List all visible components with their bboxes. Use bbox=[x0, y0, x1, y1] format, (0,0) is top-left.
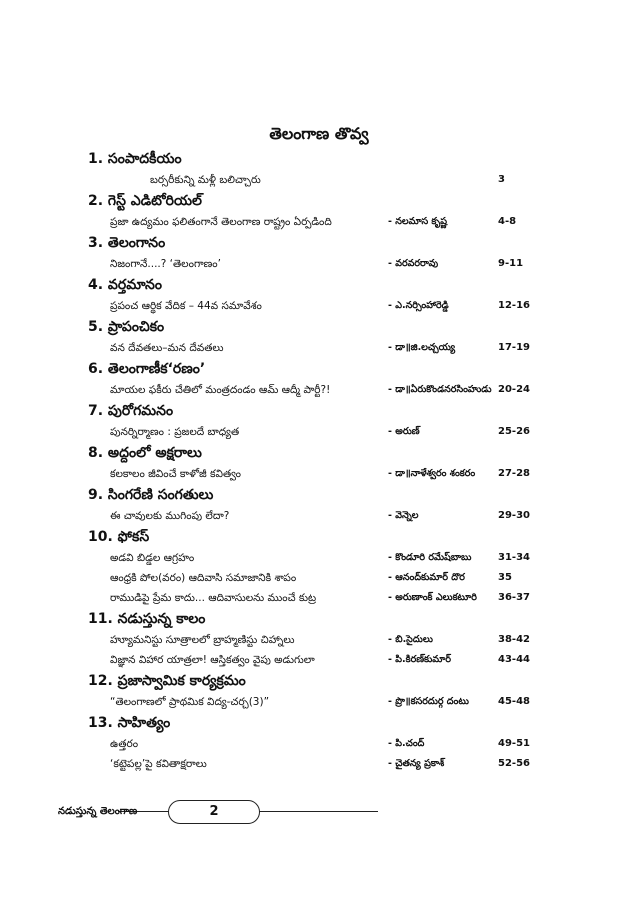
entry-author: - ఆనంద్‌కుమార్ దొర bbox=[388, 572, 465, 583]
toc-entry bbox=[88, 650, 548, 670]
entry-author: - నలమాస కృష్ణ bbox=[388, 216, 447, 227]
footer bbox=[58, 800, 378, 824]
entry-pages: 31-34 bbox=[498, 552, 530, 563]
entry-title: మాయల ఫకీరు చేతిలో మంత్రదండం ఆమ్ ఆద్మీ పార్టీ?! bbox=[110, 384, 331, 396]
toc-entry bbox=[88, 254, 548, 274]
entry-pages: 17-19 bbox=[498, 342, 530, 353]
entry-author: - ప్రొ॥కసరదుర్గ దంటు bbox=[388, 696, 469, 707]
entry-author: - ఎ.నర్సింహారెడ్డి bbox=[388, 300, 449, 311]
section-heading: 11. నడుస్తున్న కాలం bbox=[88, 611, 206, 627]
entry-title: బర్సరీకున్ని మళ్లీ బలిచ్చారు bbox=[150, 174, 261, 186]
entry-title: “తెలంగాణలో ప్రాథమిక విద్య-చర్చ(3)” bbox=[110, 696, 270, 708]
section-heading: 7. పురోగమనం bbox=[88, 403, 174, 419]
entry-author: - వరవరరావు bbox=[388, 258, 439, 269]
toc-entry bbox=[88, 506, 548, 526]
entry-author: - అరుణాంక్ ఎలుకటూరి bbox=[388, 592, 477, 603]
section-heading: 2. గెస్ట్ ఎడిటోరియల్ bbox=[88, 193, 202, 209]
toc-entry bbox=[88, 296, 548, 316]
entry-pages: 36-37 bbox=[498, 592, 530, 603]
entry-author: - డా॥జి.లచ్చయ్య bbox=[388, 342, 456, 353]
entry-pages: 4-8 bbox=[498, 216, 517, 227]
entry-author: - అరుణ్ bbox=[388, 426, 420, 437]
section-heading: 9. సింగరేణి సంగతులు bbox=[88, 487, 214, 503]
entry-title: హ్యూమనిస్టు సూత్రాలలో బ్రాహ్మణిస్టు చిహ్నాలు bbox=[110, 634, 295, 646]
entry-pages: 27-28 bbox=[498, 468, 530, 479]
entry-author: - పి.చంద్ bbox=[388, 738, 425, 749]
toc-entry bbox=[88, 692, 548, 712]
section-heading: 12. ప్రజాస్వామిక కార్యక్రమం bbox=[88, 673, 246, 689]
entry-author: - పి.కిరణ్‌కుమార్ bbox=[388, 654, 452, 665]
entry-pages: 52-56 bbox=[498, 758, 530, 769]
entry-title: ఆంధ్రకి పోల(వరం) ఆదివాసి సమాజానికి శాపం bbox=[110, 572, 297, 584]
entry-title: విజ్ఞాన విహార యాత్రలా! ఆస్తికత్వం వైపు అడుగులా bbox=[110, 654, 315, 666]
section-heading: 13. సాహిత్యం bbox=[88, 715, 171, 731]
entry-pages: 25-26 bbox=[498, 426, 530, 437]
toc-entry bbox=[88, 170, 548, 190]
section-heading: 4. వర్తమానం bbox=[88, 277, 162, 293]
entry-pages: 12-16 bbox=[498, 300, 530, 311]
section-heading: 5. ప్రాపంచికం bbox=[88, 319, 165, 335]
entry-pages: 38-42 bbox=[498, 634, 530, 645]
page-number-badge: 2 bbox=[168, 800, 260, 824]
entry-title: ఉత్తరం bbox=[110, 738, 139, 750]
entry-title: రాముడిపై ప్రేమ కాదు... ఆదివాసులను ముంచే కుట్ర bbox=[110, 592, 317, 604]
toc-entry bbox=[88, 588, 548, 608]
entry-author: - వెన్నెల bbox=[388, 510, 419, 521]
entry-author: - చైతన్య ప్రకాశ్ bbox=[388, 758, 445, 769]
entry-pages: 43-44 bbox=[498, 654, 530, 665]
entry-pages: 45-48 bbox=[498, 696, 530, 707]
entry-title: వన దేవతలు–మన దేవతలు bbox=[110, 342, 224, 354]
section-heading: 3. తెలంగానం bbox=[88, 235, 166, 251]
table-of-contents bbox=[88, 148, 548, 774]
entry-pages: 35 bbox=[498, 572, 512, 583]
entry-pages: 9-11 bbox=[498, 258, 524, 269]
section-heading: 10. ఫోకస్ bbox=[88, 529, 150, 545]
entry-pages: 20-24 bbox=[498, 384, 530, 395]
entry-pages: 49-51 bbox=[498, 738, 530, 749]
toc-entry bbox=[88, 338, 548, 358]
section-heading: 6. తెలంగాణీక‘రణం’ bbox=[88, 361, 206, 377]
page-title: తెలంగాణ తొవ్వ bbox=[269, 124, 369, 143]
entry-author: - బి.సైదులు bbox=[388, 634, 433, 645]
entry-title: కలకాలం జీవించే కాళోజీ కవిత్వం bbox=[110, 468, 241, 480]
entry-pages: 29-30 bbox=[498, 510, 530, 521]
toc-entry bbox=[88, 422, 548, 442]
entry-author: - డా॥ఏరుకొండనరసింహుడు bbox=[388, 384, 492, 395]
entry-title: పునర్నిర్మాణం : ప్రజలదే బాధ్యత bbox=[110, 426, 240, 438]
entry-title: ప్రజా ఉద్యమం ఫలితంగానే తెలంగాణ రాష్ట్రం ఏర్పడింది bbox=[110, 216, 332, 228]
toc-entry bbox=[88, 464, 548, 484]
section-heading: 8. అద్దంలో అక్షరాలు bbox=[88, 445, 202, 461]
entry-author: - డా॥నాళేశ్వరం శంకరం bbox=[388, 468, 476, 479]
toc-entry bbox=[88, 568, 548, 588]
entry-title: ప్రపంచ ఆర్థిక వేదిక – 44వ సమావేశం bbox=[110, 300, 262, 312]
entry-title: ‘కట్టెపల్ల’పై కవితాక్షరాలు bbox=[110, 758, 207, 770]
entry-pages: 3 bbox=[498, 174, 505, 185]
entry-author: - కొండూరి రమేష్‌బాబు bbox=[388, 552, 472, 563]
toc-entry bbox=[88, 380, 548, 400]
toc-entry bbox=[88, 212, 548, 232]
toc-entry bbox=[88, 754, 548, 774]
footer-label: నడుస్తున్న తెలంగాణ bbox=[58, 806, 138, 817]
entry-title: నిజంగానే....? ‘తెలంగాణం’ bbox=[110, 258, 221, 270]
toc-entry bbox=[88, 630, 548, 650]
section-heading: 1. సంపాదకీయం bbox=[88, 151, 182, 167]
toc-entry bbox=[88, 548, 548, 568]
entry-title: ఈ చావులకు ముగింపు లేదా? bbox=[110, 510, 230, 522]
toc-entry bbox=[88, 734, 548, 754]
entry-title: అడవి బిడ్డల ఆగ్రహం bbox=[110, 552, 195, 564]
